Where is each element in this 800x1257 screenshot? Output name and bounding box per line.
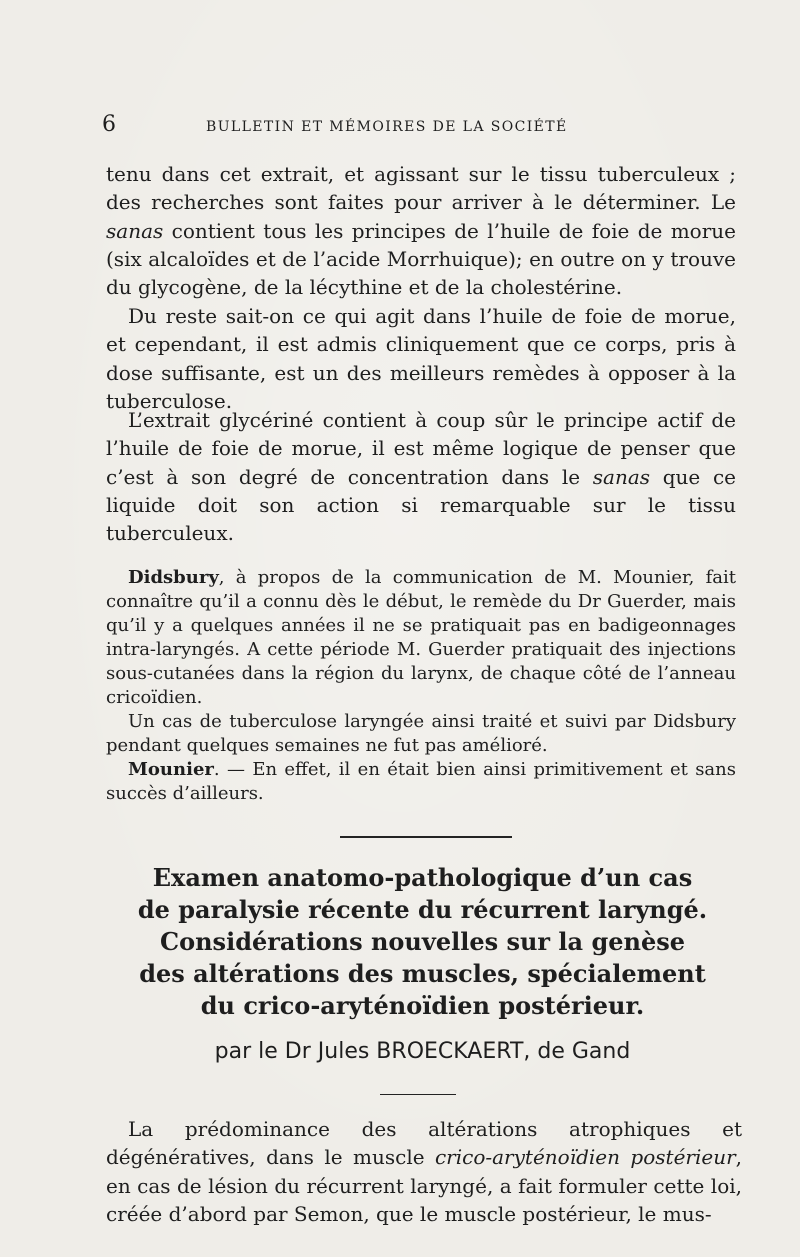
body-text: Du reste sait-on ce qui agit dans l’huile de foie de morue, et cependant, il est admis cliniquement que ce corps, pris à dose suffisante, est un des meilleurs remèdes à opposer à la tuberculose. — [106, 304, 736, 413]
section-divider — [340, 836, 512, 838]
page-header — [102, 112, 748, 142]
body-paragraph-2 — [106, 302, 736, 415]
italic-term: sanas — [106, 218, 164, 243]
article-title — [100, 862, 745, 1022]
article-text: , en cas de lésion du récurrent laryngé, a fait formuler cette loi, créée d’abord par Semon, que le muscle postérieur, le mus- — [106, 1145, 743, 1227]
author-divider — [380, 1094, 456, 1095]
discussion-paragraph-3 — [106, 758, 736, 806]
discussion-text: . — En effet, il en était bien ainsi primitivement et sans succès d’ailleurs. — [106, 759, 736, 804]
running-head: BULLETIN ET MÉMOIRES DE LA SOCIÉTÉ — [206, 119, 568, 135]
body-text: L’extrait glycériné contient à coup sûr le principe actif de l’huile de foie de morue, il est même logique de penser que c’est à son degré de concentration dans le — [106, 408, 736, 489]
title-line: Examen anatomo-pathologique d’un cas — [152, 863, 693, 892]
title-line: du crico-aryténoïdien postérieur. — [200, 991, 645, 1020]
article-text: La prédominance des altérations atrophiques et dégénératives, dans le muscle — [106, 1117, 742, 1170]
body-text: contient tous les principes de l’huile de foie de morue (six alcaloïdes et de l’acide Morrhuique); en outre on y trouve du glycogène, de la lécythine et de la cholestérine. — [106, 218, 736, 300]
page-number: 6 — [102, 112, 116, 137]
body-text: tenu dans cet extrait, et agissant sur le tissu tuberculeux ; des recherches sont faites pour arriver à le déterminer. Le — [106, 162, 736, 215]
article-paragraph-1 — [106, 1115, 742, 1229]
discussion-text: , à propos de la communication de M. Mounier, fait connaître qu’il a connu dès le début, le remède du Dr Guerder, mais qu’il y a quelques années il ne se pratiquait pas en badigeonnages intra-laryngés. A cette période M. Guerder pratiquait des injections sous-cutanées dans la région du larynx, de chaque côté de l’anneau cricoïdien. — [106, 567, 736, 708]
italic-term: sanas — [592, 464, 651, 489]
discussion-paragraph-2 — [106, 710, 736, 758]
article-author: par le Dr Jules BROECKAERT, de Gand — [214, 1039, 631, 1064]
speaker-name: Didsbury — [128, 567, 219, 588]
discussion-text: Un cas de tuberculose laryngée ainsi traité et suivi par Didsbury pendant quelques semaines ne fut pas amélioré. — [106, 711, 736, 756]
title-line: Considérations nouvelles sur la genèse — [160, 927, 685, 956]
title-line: de paralysie récente du récurrent laryngé. — [137, 895, 708, 924]
speaker-name: Mounier — [128, 759, 214, 780]
body-paragraph-3 — [106, 406, 736, 547]
italic-term: crico-aryténoïdien postérieur — [434, 1145, 736, 1170]
discussion-paragraph-1 — [106, 566, 736, 709]
body-text: que ce liquide doit son action si remarquable sur le tissu tuberculeux. — [106, 464, 736, 546]
title-line: des altérations des muscles, spécialement — [139, 959, 706, 988]
body-paragraph-1 — [106, 160, 736, 301]
